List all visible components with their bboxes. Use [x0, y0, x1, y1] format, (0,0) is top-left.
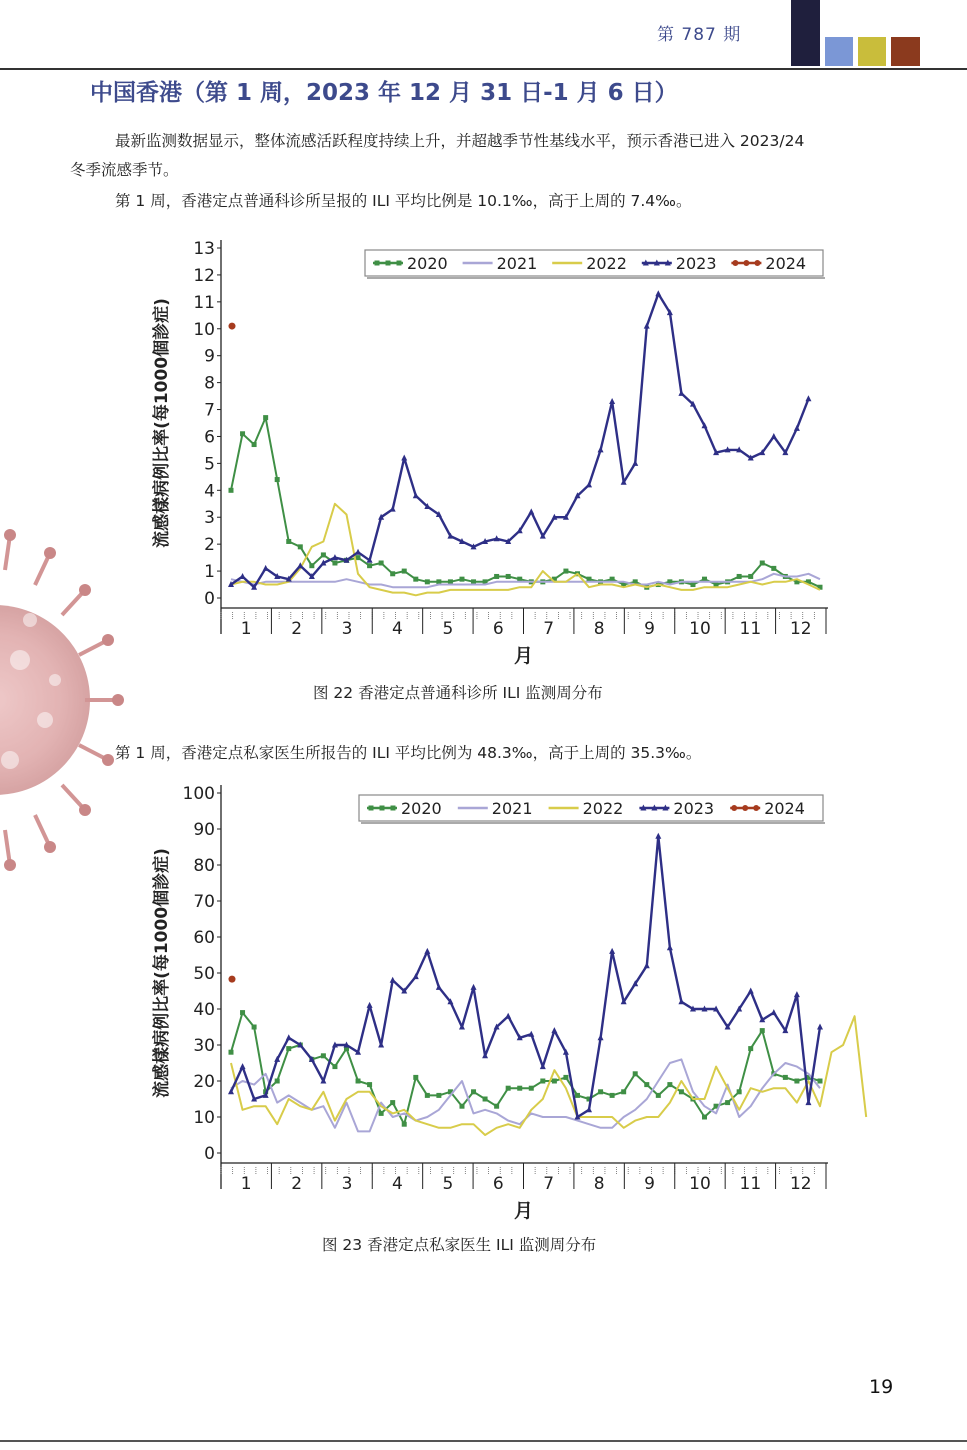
header-block-brown — [891, 37, 920, 66]
month-label: 9 — [644, 1174, 655, 1194]
data-point-2023 — [655, 833, 661, 839]
legend-label-2021: 2021 — [496, 254, 538, 273]
data-point-2023 — [644, 962, 650, 968]
data-point-2020 — [794, 1079, 799, 1084]
y-tick-label: 4 — [204, 481, 215, 502]
legend-marker — [375, 261, 380, 266]
data-point-2023 — [378, 1042, 384, 1048]
series-line-2020 — [231, 418, 820, 588]
data-point-2020 — [286, 1046, 291, 1051]
month-label: 2 — [291, 1174, 303, 1194]
data-point-2020 — [332, 561, 337, 566]
data-point-2020 — [459, 577, 464, 582]
y-tick-label: 12 — [193, 265, 215, 286]
data-point-2023 — [240, 1063, 246, 1069]
data-point-2023 — [609, 948, 615, 954]
data-point-2024 — [229, 323, 236, 330]
data-point-2023 — [817, 1024, 823, 1030]
paragraph-summary-line2: 冬季流感季节。 — [70, 161, 179, 179]
y-tick-label: 10 — [193, 1108, 215, 1128]
paragraph-gop-ili: 第 1 周，香港定点普通科诊所呈报的 ILI 平均比例是 10.1‰，高于上周的 7.4‰。 — [115, 192, 692, 210]
x-axis-title: 月 — [513, 1200, 534, 1222]
y-axis-title: 流感樣病例比率(每1000個診症) — [152, 848, 172, 1098]
data-point-2020 — [702, 1115, 707, 1120]
data-point-2020 — [818, 1079, 823, 1084]
data-point-2023 — [263, 565, 269, 571]
data-point-2023 — [771, 1009, 777, 1015]
month-label: 4 — [392, 619, 403, 639]
y-tick-label: 10 — [193, 319, 215, 340]
month-label: 8 — [593, 619, 605, 639]
data-point-2020 — [506, 574, 511, 579]
legend-marker — [754, 260, 760, 266]
data-point-2020 — [402, 569, 407, 574]
legend-marker — [380, 806, 385, 811]
data-point-2020 — [390, 1100, 395, 1105]
data-point-2020 — [598, 1089, 603, 1094]
legend-marker — [397, 261, 402, 266]
data-point-2023 — [390, 506, 396, 512]
y-axis-title: 流感樣病例比率(每1000個診症) — [152, 298, 172, 548]
chart-gop-ili — [0, 225, 967, 680]
y-tick-label: 3 — [204, 508, 215, 529]
data-point-2020 — [529, 1086, 534, 1091]
data-point-2023 — [805, 395, 811, 401]
data-point-2023 — [401, 455, 407, 461]
data-point-2020 — [298, 544, 303, 549]
data-point-2023 — [598, 1034, 604, 1040]
data-point-2023 — [794, 991, 800, 997]
month-label: 8 — [593, 1174, 605, 1194]
data-point-2020 — [656, 1093, 661, 1098]
data-point-2020 — [483, 1097, 488, 1102]
data-point-2020 — [240, 1010, 245, 1015]
y-tick-label: 40 — [193, 1000, 215, 1020]
y-tick-label: 30 — [193, 1036, 215, 1056]
data-point-2023 — [598, 446, 604, 452]
data-point-2020 — [229, 488, 234, 493]
issue-number: 第 787 期 — [657, 25, 742, 45]
data-point-2020 — [610, 1093, 615, 1098]
month-label: 12 — [789, 1174, 812, 1194]
data-point-2020 — [494, 1104, 499, 1109]
header-block-blue — [825, 37, 853, 66]
data-point-2020 — [783, 1075, 788, 1080]
month-label: 2 — [291, 619, 303, 639]
data-point-2020 — [240, 431, 245, 436]
legend-label-2023: 2023 — [673, 799, 715, 818]
data-point-2020 — [575, 1093, 580, 1098]
data-point-2020 — [413, 1075, 418, 1080]
data-point-2020 — [459, 1104, 464, 1109]
data-point-2020 — [760, 561, 765, 566]
y-tick-label: 2 — [204, 535, 215, 556]
data-point-2020 — [413, 577, 418, 582]
month-label: 5 — [442, 619, 454, 639]
data-point-2020 — [563, 1075, 568, 1080]
data-point-2020 — [506, 1086, 511, 1091]
paragraph-summary-line1: 最新监测数据显示，整体流感活跃程度持续上升，并超越季节性基线水平，预示香港已进入 2023/24 — [115, 132, 805, 150]
data-point-2020 — [356, 555, 361, 560]
data-point-2023 — [586, 481, 592, 487]
data-point-2020 — [644, 1082, 649, 1087]
legend-label-2022: 2022 — [582, 799, 624, 818]
data-point-2020 — [425, 579, 430, 584]
data-point-2020 — [760, 1028, 765, 1033]
y-tick-label: 11 — [193, 292, 215, 313]
data-point-2020 — [633, 1071, 638, 1076]
data-point-2020 — [321, 552, 326, 557]
y-tick-label: 9 — [204, 346, 215, 367]
data-point-2023 — [805, 1099, 811, 1105]
month-label: 5 — [442, 1174, 454, 1194]
data-point-2024 — [229, 976, 236, 983]
data-point-2023 — [748, 988, 754, 994]
month-label: 7 — [543, 619, 555, 639]
legend-label-2024: 2024 — [765, 254, 807, 273]
data-point-2020 — [286, 539, 291, 544]
y-tick-label: 8 — [204, 373, 215, 394]
month-label: 10 — [689, 1174, 711, 1194]
data-point-2020 — [263, 415, 268, 420]
y-tick-label: 70 — [193, 892, 215, 912]
data-point-2020 — [748, 574, 753, 579]
y-tick-label: 50 — [193, 964, 215, 984]
month-label: 11 — [739, 619, 762, 639]
data-point-2023 — [413, 492, 419, 498]
data-point-2023 — [771, 433, 777, 439]
data-point-2020 — [771, 566, 776, 571]
data-point-2020 — [471, 1089, 476, 1094]
data-point-2023 — [286, 1034, 292, 1040]
legend-label-2022: 2022 — [586, 254, 627, 273]
y-tick-label: 60 — [193, 928, 215, 948]
y-tick-label: 6 — [204, 427, 215, 448]
y-tick-label: 0 — [204, 589, 215, 609]
legend-label-2020: 2020 — [407, 254, 448, 273]
data-point-2020 — [379, 561, 384, 566]
data-point-2020 — [390, 571, 395, 576]
header-divider — [0, 68, 967, 70]
data-point-2020 — [309, 563, 314, 568]
data-point-2020 — [425, 1093, 430, 1098]
y-tick-label: 90 — [193, 820, 215, 840]
data-point-2023 — [505, 1013, 511, 1019]
y-tick-label: 7 — [204, 400, 215, 421]
legend-marker — [369, 806, 374, 811]
data-point-2023 — [424, 948, 430, 954]
data-point-2020 — [436, 1093, 441, 1098]
legend-marker — [391, 806, 396, 811]
x-axis-title: 月 — [513, 645, 534, 667]
data-point-2020 — [367, 563, 372, 568]
month-label: 1 — [240, 1174, 252, 1194]
data-point-2020 — [748, 1046, 753, 1051]
data-point-2020 — [621, 1089, 626, 1094]
data-point-2023 — [436, 984, 442, 990]
data-point-2023 — [367, 1002, 373, 1008]
header-block-yellow — [858, 37, 886, 66]
data-point-2020 — [402, 1122, 407, 1127]
data-point-2023 — [655, 290, 661, 296]
data-point-2020 — [725, 1100, 730, 1105]
data-point-2020 — [540, 1079, 545, 1084]
month-label: 10 — [689, 619, 711, 639]
data-point-2020 — [552, 1079, 557, 1084]
section-title: 中国香港（第 1 周，2023 年 12 月 31 日-1 月 6 日） — [90, 80, 678, 106]
data-point-2023 — [678, 390, 684, 396]
series-line-2023 — [231, 836, 820, 1117]
data-point-2023 — [355, 549, 361, 555]
data-point-2020 — [332, 1064, 337, 1069]
legend-label-2024: 2024 — [764, 799, 805, 818]
legend-marker — [386, 261, 391, 266]
legend-marker — [753, 805, 759, 811]
data-point-2020 — [321, 1053, 326, 1058]
data-point-2020 — [737, 1089, 742, 1094]
legend-label-2023: 2023 — [675, 254, 717, 273]
month-label: 12 — [789, 619, 812, 639]
month-label: 11 — [739, 1174, 762, 1194]
legend-label-2020: 2020 — [401, 799, 442, 818]
header-block-dark — [791, 0, 820, 66]
month-label: 6 — [492, 619, 504, 639]
figure-23-caption: 图 23 香港定点私家医生 ILI 监测周分布 — [322, 1236, 597, 1254]
data-point-2023 — [528, 508, 534, 514]
y-tick-label: 20 — [193, 1072, 215, 1092]
month-label: 3 — [341, 619, 353, 639]
data-point-2020 — [275, 1079, 280, 1084]
data-point-2023 — [586, 1106, 592, 1112]
data-point-2020 — [229, 1050, 234, 1055]
data-point-2020 — [379, 1111, 384, 1116]
month-label: 6 — [492, 1174, 504, 1194]
month-label: 3 — [341, 1174, 353, 1194]
y-tick-label: 80 — [193, 856, 215, 876]
legend-marker — [731, 805, 737, 811]
data-point-2023 — [678, 998, 684, 1004]
data-point-2020 — [252, 1025, 257, 1030]
data-point-2020 — [252, 442, 257, 447]
data-point-2023 — [667, 944, 673, 950]
month-label: 1 — [240, 619, 252, 639]
y-tick-label: 0 — [204, 1144, 215, 1164]
month-label: 7 — [543, 1174, 555, 1194]
month-label: 4 — [392, 1174, 403, 1194]
data-point-2023 — [390, 977, 396, 983]
data-point-2023 — [632, 460, 638, 466]
chart-private-ili — [0, 775, 967, 1230]
data-point-2020 — [563, 569, 568, 574]
data-point-2023 — [551, 1027, 557, 1033]
y-tick-label: 100 — [182, 784, 215, 804]
data-point-2020 — [356, 1079, 361, 1084]
data-point-2020 — [275, 477, 280, 482]
y-tick-label: 13 — [193, 239, 215, 259]
y-tick-label: 5 — [204, 454, 215, 475]
data-point-2023 — [471, 984, 477, 990]
data-point-2020 — [367, 1082, 372, 1087]
data-point-2020 — [667, 1082, 672, 1087]
data-point-2023 — [240, 573, 246, 579]
data-point-2020 — [494, 574, 499, 579]
footer-divider — [0, 1440, 967, 1442]
data-point-2020 — [679, 1089, 684, 1094]
month-label: 9 — [644, 619, 655, 639]
data-point-2020 — [517, 1086, 522, 1091]
page-number: 19 — [869, 1376, 894, 1398]
legend-marker — [742, 805, 748, 811]
legend-label-2021: 2021 — [491, 799, 533, 818]
y-tick-label: 1 — [204, 562, 215, 583]
data-point-2023 — [609, 398, 615, 404]
legend-marker — [732, 260, 738, 266]
paragraph-private-ili: 第 1 周，香港定点私家医生所报告的 ILI 平均比例为 48.3‰，高于上周的 35.3‰。 — [115, 744, 702, 762]
legend-marker — [743, 260, 749, 266]
figure-22-caption: 图 22 香港定点普通科诊所 ILI 监测周分布 — [313, 684, 603, 702]
data-point-2020 — [737, 574, 742, 579]
